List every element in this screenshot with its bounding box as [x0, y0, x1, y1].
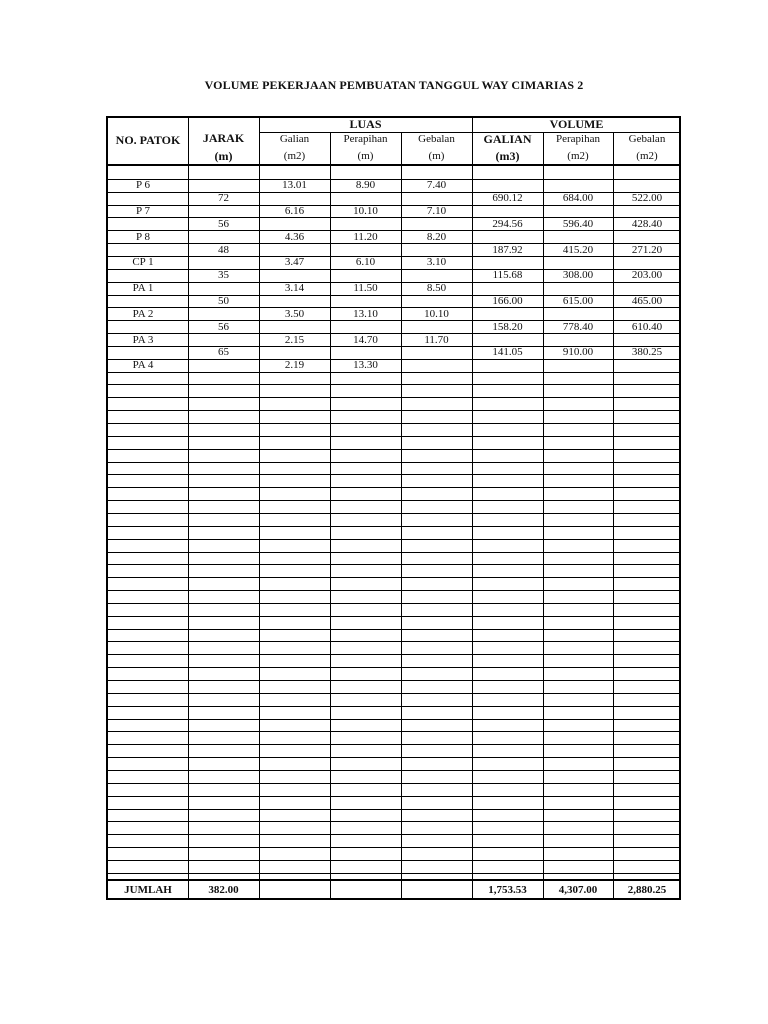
header-luas-unit-2: (m)	[428, 150, 445, 162]
row-rule	[108, 731, 679, 732]
row-rule	[108, 860, 679, 861]
row-rule	[108, 629, 679, 630]
row-rule	[108, 384, 679, 385]
row-rule	[108, 783, 679, 784]
row-rule	[108, 796, 679, 797]
luas-galian-cell: 3.50	[284, 307, 305, 320]
row-rule	[108, 449, 679, 450]
volume-gebalan-cell: 522.00	[631, 192, 663, 205]
jarak-cell: 56	[218, 217, 229, 230]
luas-perapihan-cell: 11.20	[353, 230, 378, 243]
row-rule	[108, 654, 679, 655]
jarak-cell: 72	[218, 192, 229, 205]
row-rule	[108, 834, 679, 835]
volume-gebalan-cell: 203.00	[631, 269, 663, 282]
station-label: PA 3	[132, 333, 154, 346]
header-luas-unit-1: (m)	[357, 150, 374, 162]
row-rule	[108, 680, 679, 681]
station-label: CP 1	[132, 256, 154, 269]
row-rule	[108, 770, 679, 771]
header-no-patok: NO. PATOK	[115, 133, 181, 147]
row-rule	[108, 641, 679, 642]
jarak-cell: 56	[218, 320, 229, 333]
header-jarak: JARAK	[202, 131, 245, 145]
header-luas-2: Gebalan	[418, 133, 455, 145]
volume-gebalan-cell: 271.20	[631, 243, 663, 256]
row-rule	[108, 513, 679, 514]
luas-galian-cell: 13.01	[282, 179, 307, 192]
station-label: PA 2	[132, 307, 154, 320]
luas-perapihan-cell: 13.30	[353, 359, 378, 372]
document-title: VOLUME PEKERJAAN PEMBUATAN TANGGUL WAY CIMARIAS 2	[204, 78, 584, 92]
volume-table	[106, 116, 681, 900]
volume-perapihan-cell: 615.00	[562, 295, 594, 307]
jarak-cell: 35	[218, 269, 229, 282]
volume-perapihan-cell: 596.40	[562, 217, 594, 230]
volume-galian-cell: 158.20	[492, 320, 523, 333]
row-rule	[108, 693, 679, 694]
luas-gebalan-cell: 11.70	[424, 333, 449, 346]
header-volume-unit-2: (m2)	[636, 150, 658, 162]
row-rule	[108, 539, 679, 540]
luas-perapihan-cell: 14.70	[353, 333, 378, 346]
volume-galian-cell: 166.00	[492, 295, 523, 307]
luas-gebalan-cell: 10.10	[424, 307, 449, 320]
volume-gebalan-cell: 428.40	[631, 217, 663, 230]
header-volume-1: Perapihan	[556, 133, 600, 145]
row-rule	[108, 577, 679, 578]
jarak-cell: 50	[218, 295, 229, 307]
row-rule	[108, 821, 679, 822]
station-label: P 8	[136, 230, 150, 243]
header-bottom-rule	[108, 164, 679, 166]
luas-gebalan-cell: 3.10	[426, 256, 447, 269]
volume-galian-cell: 115.68	[492, 269, 523, 282]
header-volume: VOLUME	[549, 117, 604, 131]
luas-galian-cell: 2.19	[284, 359, 305, 372]
volume-gebalan-cell: 465.00	[631, 295, 663, 307]
row-rule	[108, 526, 679, 527]
row-rule	[108, 757, 679, 758]
volume-perapihan-cell: 308.00	[562, 269, 594, 282]
volume-perapihan-cell: 684.00	[562, 192, 594, 205]
totals-volume-gebalan: 2,880.25	[627, 884, 667, 896]
row-rule	[108, 847, 679, 848]
luas-galian-cell: 3.14	[284, 282, 305, 295]
header-volume-2: Gebalan	[628, 133, 666, 145]
column-divider	[188, 118, 189, 898]
row-rule	[108, 552, 679, 553]
header-luas-unit-0: (m2)	[283, 150, 306, 162]
header-volume-unit-0: (m3)	[495, 149, 520, 163]
volume-galian-cell: 187.92	[492, 243, 523, 256]
volume-perapihan-cell: 778.40	[562, 320, 594, 333]
station-label: P 6	[136, 179, 150, 192]
volume-gebalan-cell: 380.25	[631, 346, 663, 359]
station-label: PA 4	[132, 359, 154, 372]
row-rule	[108, 423, 679, 424]
header-luas-1: Perapihan	[343, 133, 388, 145]
luas-gebalan-cell: 7.10	[426, 205, 447, 218]
luas-perapihan-cell: 6.10	[355, 256, 376, 269]
header-jarak-unit: (m)	[214, 149, 233, 163]
luas-perapihan-cell: 11.50	[353, 282, 378, 295]
header-luas: LUAS	[349, 117, 382, 131]
row-rule	[108, 500, 679, 501]
luas-galian-cell: 3.47	[284, 256, 305, 269]
column-divider	[472, 118, 473, 898]
totals-jarak: 382.00	[208, 884, 239, 896]
row-rule	[108, 873, 679, 874]
row-rule	[108, 462, 679, 463]
jarak-cell: 65	[218, 346, 229, 359]
row-rule	[108, 706, 679, 707]
luas-galian-cell: 6.16	[284, 205, 305, 218]
row-rule	[108, 474, 679, 475]
luas-perapihan-cell: 8.90	[355, 179, 376, 192]
volume-galian-cell: 690.12	[492, 192, 523, 205]
row-rule	[108, 809, 679, 810]
row-rule	[108, 603, 679, 604]
row-rule	[108, 372, 679, 373]
luas-perapihan-cell: 10.10	[353, 205, 378, 218]
header-volume-0: GALIAN	[483, 132, 532, 146]
header-luas-0: Galian	[279, 133, 310, 145]
volume-gebalan-cell: 610.40	[631, 320, 663, 333]
totals-label: JUMLAH	[124, 884, 172, 896]
jarak-cell: 48	[218, 243, 229, 256]
luas-galian-cell: 4.36	[284, 230, 305, 243]
totals-volume-galian: 1,753.53	[488, 884, 527, 896]
row-rule	[108, 590, 679, 591]
totals-volume-perapihan: 4,307.00	[558, 884, 598, 896]
luas-gebalan-cell: 8.50	[426, 282, 447, 295]
row-rule	[108, 719, 679, 720]
row-rule	[108, 667, 679, 668]
row-rule	[108, 744, 679, 745]
totals-top-rule	[108, 879, 679, 881]
row-rule	[108, 564, 679, 565]
volume-galian-cell: 141.05	[492, 346, 523, 359]
row-rule	[108, 436, 679, 437]
row-rule	[108, 410, 679, 411]
volume-perapihan-cell: 910.00	[562, 346, 594, 359]
volume-perapihan-cell: 415.20	[562, 243, 594, 256]
row-rule	[108, 397, 679, 398]
station-label: PA 1	[132, 282, 154, 295]
header-volume-unit-1: (m2)	[567, 150, 589, 162]
luas-perapihan-cell: 13.10	[353, 307, 378, 320]
row-rule	[108, 616, 679, 617]
luas-gebalan-cell: 8.20	[426, 230, 447, 243]
luas-galian-cell: 2.15	[284, 333, 305, 346]
luas-gebalan-cell: 7.40	[426, 179, 447, 192]
volume-galian-cell: 294.56	[492, 217, 523, 230]
row-rule	[108, 487, 679, 488]
station-label: P 7	[136, 205, 150, 218]
